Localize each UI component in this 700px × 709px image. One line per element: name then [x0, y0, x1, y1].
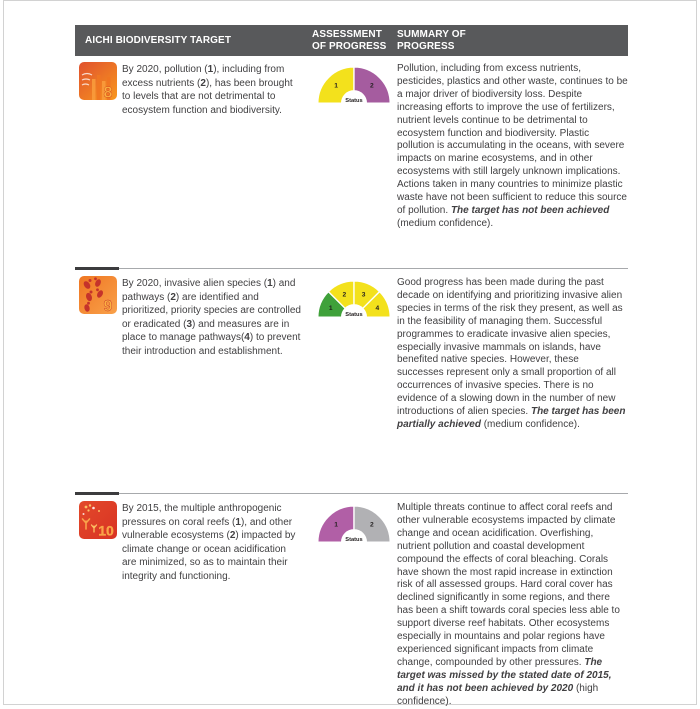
- emphasis-text: 2: [229, 530, 236, 542]
- body-text: By 2015, the multiple anthropogenic pressures on coral reefs (: [122, 503, 282, 528]
- target-row-9: [75, 270, 628, 492]
- body-text: Good progress has been made during the past decade on identifying and prioritizing invasive alien species in terms of the risk they present, as well as in the feasibility of managing them. Successful programmes to eradicate invasive alien species, especially invasive mammals on islands, have benefited native species. However, these successes represent only a small proportion of all occurrences of invasive species. There is no evidence of a slowing down in the number of new introductions of alien species.: [397, 277, 623, 418]
- body-text: ), has been brought to levels that are not detrimental to ecosystem function and biodiversity.: [122, 77, 293, 116]
- emphasis-text: The target has been partially achieved: [397, 406, 626, 430]
- target-8-summary: [397, 62, 628, 267]
- gauge-status-label: Status: [344, 311, 363, 318]
- header-summary-of-progress: SUMMARY OF PROGRESS: [397, 29, 466, 52]
- emphasis-text: 4: [244, 332, 250, 344]
- document-page: [3, 0, 697, 705]
- invasive-species-icon: [79, 276, 117, 314]
- body-text: ) to prevent their introduction and establishment.: [122, 332, 301, 357]
- emphasis-text: 3: [186, 318, 193, 330]
- target-row-8: [75, 56, 628, 267]
- emphasis-text: 2: [170, 291, 176, 303]
- body-text: ) and measures are in place to manage pathways(: [122, 318, 290, 344]
- gauge-segment-label: 2: [369, 82, 374, 90]
- header-aichi-biodiversity-target: AICHI BIODIVERSITY TARGET: [85, 34, 232, 46]
- body-text: (high confidence).: [397, 682, 599, 707]
- targets-table: [75, 25, 628, 707]
- status-gauge-svg: [314, 65, 394, 109]
- gauge-segment-label: 1: [328, 304, 333, 312]
- target-row-10: [75, 495, 628, 707]
- body-text: ), including from excess nutrients (: [122, 64, 285, 89]
- target-number: 9: [103, 298, 113, 314]
- target-8-icon: [75, 62, 122, 267]
- gauge-segment-label: 1: [333, 82, 338, 90]
- emphasis-text: The target was missed by the stated date of 2015, and it has not been achieved by 2020: [397, 656, 612, 694]
- emphasis-text: 2: [200, 77, 206, 89]
- status-gauge-svg: [314, 279, 394, 323]
- body-text: ) and pathways (: [122, 278, 296, 303]
- gauge-segment-label: 1: [333, 521, 338, 529]
- gauge-status-label: Status: [344, 536, 363, 543]
- gauge-status-label: Status: [344, 97, 363, 104]
- gauge-segment-label: 2: [369, 521, 374, 529]
- target-8-status-gauge: [310, 62, 397, 267]
- body-text: By 2020, pollution (: [122, 64, 208, 75]
- emphasis-text: 1: [267, 278, 273, 289]
- target-number: 8: [103, 84, 113, 100]
- target-10-text: [122, 501, 310, 709]
- gauge-segment-label: 3: [361, 291, 366, 299]
- pollution-icon: [79, 62, 117, 100]
- body-text: (medium confidence).: [480, 418, 580, 430]
- target-9-text: [122, 276, 310, 492]
- target-9-summary: [397, 276, 628, 492]
- target-10-icon: [75, 501, 122, 709]
- target-9-status-gauge: [310, 276, 397, 492]
- body-text: Pollution, including from excess nutrients, pesticides, plastics and other waste, continues to be a major driver of biodiversity loss. Despite increasing efforts to improve the use of fertilizers, nutrient levels continue to be detrimental to ecosystem function and biodiversity. Plastic pollution is accumulating in the oceans, with severe impacts on marine ecosystems, and in other ecosystems with still largely unknown implications. Actions taken in many countries to minimize plastic waste have not been sufficient to reduce this source of pollution.: [397, 63, 628, 216]
- gauge-segment-label: 2: [341, 291, 346, 299]
- target-10-summary: [397, 501, 628, 709]
- target-8-text: [122, 62, 310, 267]
- body-text: ) impacted by climate change or ocean acidification are minimized, so as to maintain their integrity and functioning.: [122, 530, 296, 582]
- emphasis-text: The target has not been achieved: [450, 204, 610, 216]
- emphasis-text: 1: [207, 64, 214, 75]
- status-gauge-svg: [314, 504, 394, 548]
- emphasis-text: 1: [235, 516, 241, 528]
- gauge-segment-label: 4: [374, 304, 379, 312]
- header-assessment-of-progress: ASSESSMENT OF PROGRESS: [312, 29, 387, 52]
- body-text: (medium confidence).: [397, 217, 494, 229]
- row-separator: [75, 492, 628, 495]
- row-separator: [75, 267, 628, 270]
- table-header: [75, 25, 628, 56]
- body-text: ) are identified and prioritized, priority species are controlled or eradicated (: [122, 291, 301, 330]
- body-text: ), and other vulnerable ecosystems (: [122, 516, 293, 542]
- target-number: 10: [98, 522, 114, 539]
- target-9-icon: [75, 276, 122, 492]
- target-10-status-gauge: [310, 501, 397, 709]
- body-text: Multiple threats continue to affect coral reefs and other vulnerable ecosystems impacted by climate change and ocean acidification. Overfishing, nutrient pollution and coastal development compound the effects of coral bleaching. Corals have shown the most rapid increase in extinction risk of all assessed groups. Hard coral cover has declined significantly in some regions, and there has been a shift towards coral species less able to support diverse reef habitats. Other ecosystems especially in mountains and polar regions have experienced significant impacts from climate change, compounded by other pressures.: [397, 502, 620, 668]
- coral-reef-icon: [79, 501, 117, 539]
- body-text: By 2020, invasive alien species (: [122, 278, 268, 289]
